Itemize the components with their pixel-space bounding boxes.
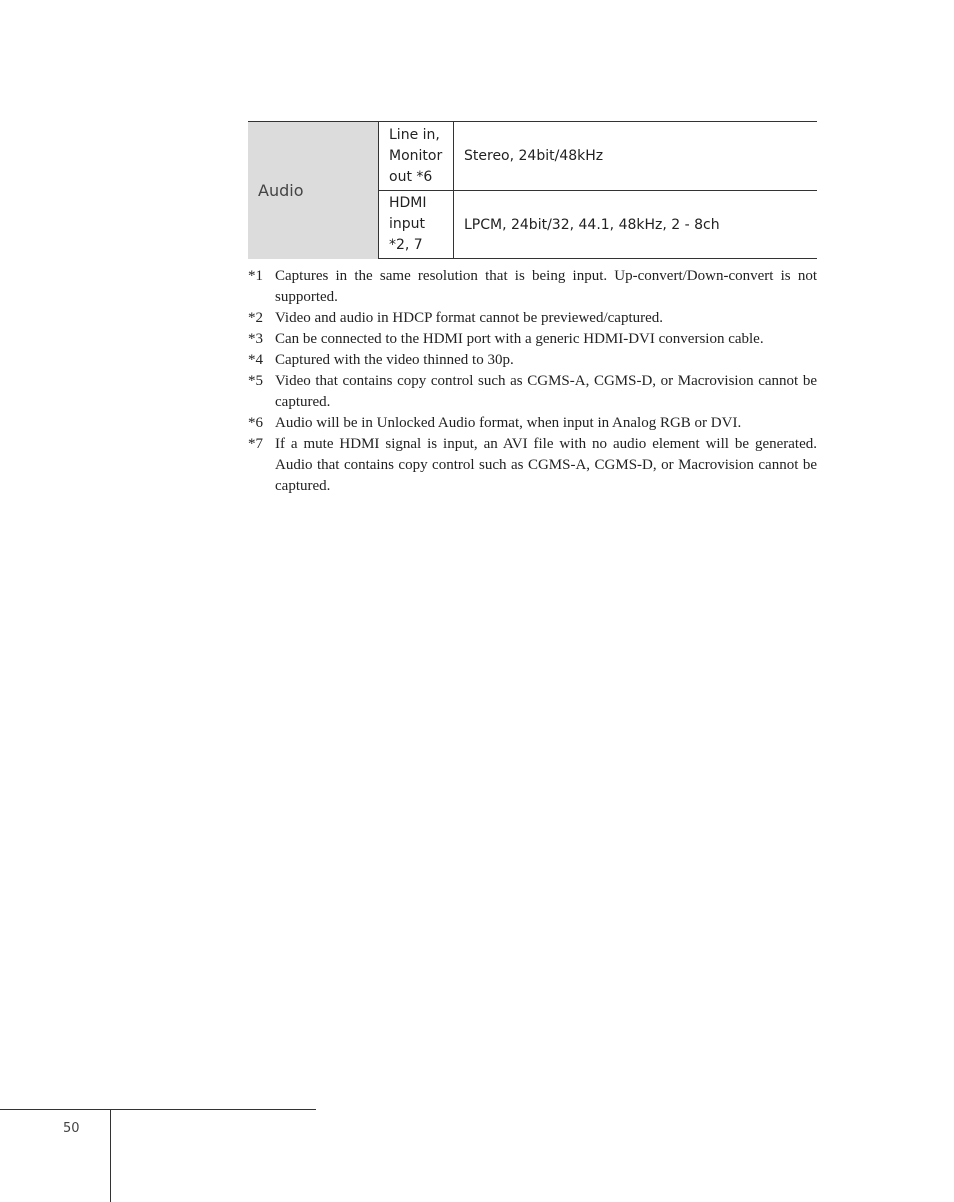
sub-label-line: input (389, 216, 426, 232)
footnote-mark: *5 (248, 373, 263, 389)
footnote (248, 266, 817, 308)
footnote-mark: *4 (248, 352, 263, 368)
audio-spec-table (248, 121, 817, 259)
table-row (248, 122, 817, 191)
footer-rule-vertical (110, 1109, 111, 1202)
sub-label-line: Line in, (389, 126, 440, 143)
footnote-mark: *1 (248, 268, 263, 284)
footnotes-list (248, 266, 817, 497)
sub-label-line: Monitor (389, 147, 443, 164)
footnote-mark: *2 (248, 310, 263, 326)
footnote-text: If a mute HDMI signal is input, an AVI file with no audio element will be generated. Audio that contains copy control such as CGMS-A, CGMS-D, or Macrovision cannot be captured. (275, 436, 817, 494)
page-number: 50 (63, 1121, 80, 1136)
footnote-text: Captured with the video thinned to 30p. (275, 352, 514, 368)
footnote-text: Audio will be in Unlocked Audio format, when input in Analog RGB or DVI. (275, 415, 742, 431)
footer-rule-horizontal (0, 1109, 316, 1110)
sub-label-line-in (379, 122, 454, 191)
footnote-mark: *7 (248, 436, 263, 452)
footnote-mark: *6 (248, 415, 263, 431)
footnote-text: Video that contains copy control such as CGMS-A, CGMS-D, or Macrovision cannot be captured. (275, 373, 817, 410)
sub-label-line: HDMI (389, 195, 427, 211)
sub-label-line: out *6 (389, 168, 433, 185)
footnote-text: Captures in the same resolution that is being input. Up-convert/Down-convert is not supported. (275, 268, 817, 305)
footnote (248, 413, 817, 434)
value-hdmi-input: LPCM, 24bit/32, 44.1, 48kHz, 2 - 8ch (454, 191, 818, 259)
footnote-mark: *3 (248, 331, 263, 347)
footnote (248, 350, 817, 371)
category-cell-audio: Audio (248, 122, 379, 259)
sub-label-hdmi-input (379, 191, 454, 259)
sub-label-line: *2, 7 (389, 237, 423, 253)
footnote (248, 434, 817, 497)
footnote-text: Can be connected to the HDMI port with a generic HDMI-DVI conversion cable. (275, 331, 764, 347)
footnote-text: Video and audio in HDCP format cannot be previewed/captured. (275, 310, 664, 326)
footnote (248, 329, 817, 350)
value-line-in: Stereo, 24bit/48kHz (454, 122, 818, 191)
footnote (248, 308, 817, 329)
footnote (248, 371, 817, 413)
